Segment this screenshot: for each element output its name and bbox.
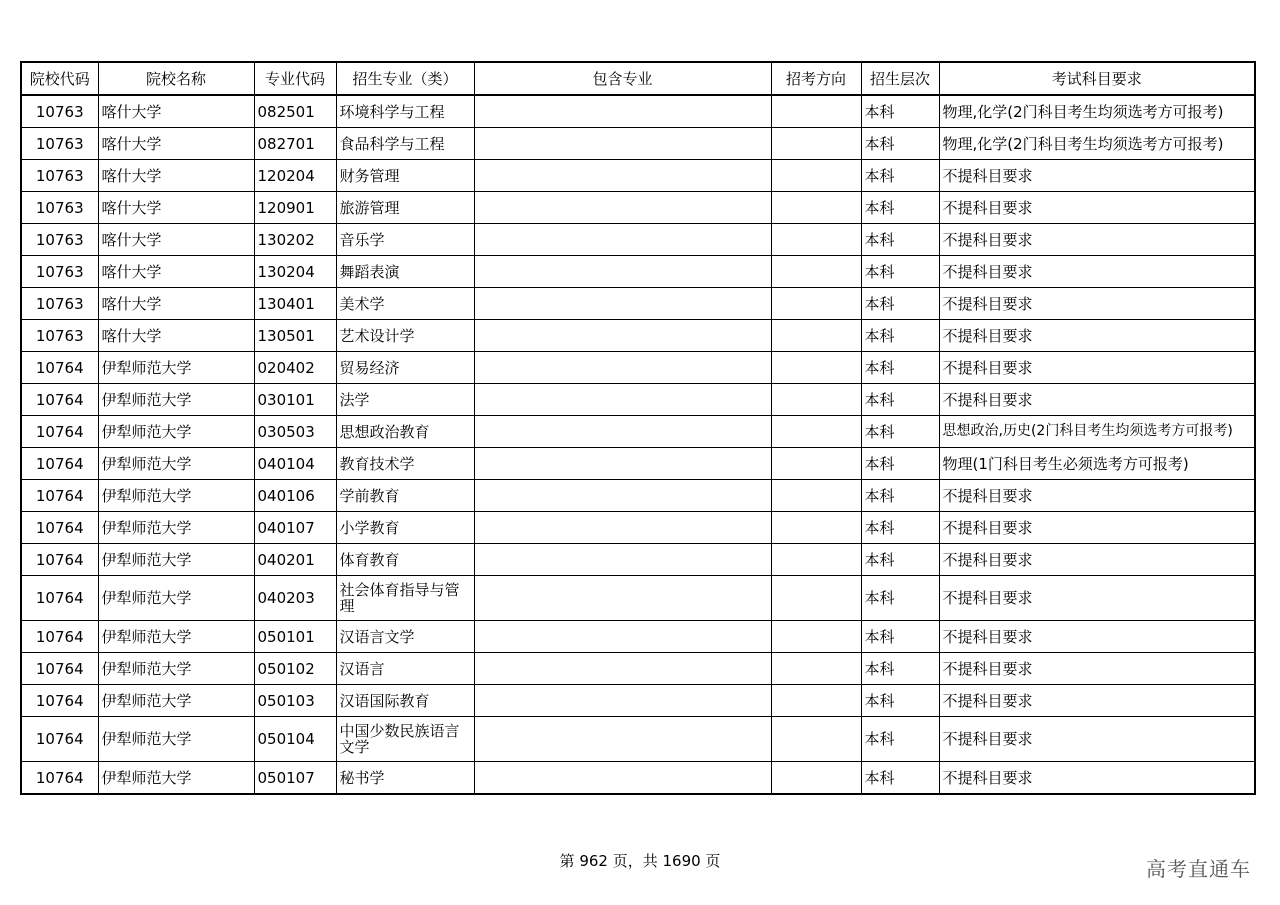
level-cell: 本科 [861, 621, 939, 653]
school-code-cell: 10764 [21, 653, 98, 685]
major-code-cell: 130204 [254, 256, 336, 288]
subject-requirement-cell: 物理,化学(2门科目考生均须选考方可报考) [939, 95, 1255, 128]
direction-cell [771, 384, 861, 416]
subject-requirement-cell: 不提科目要求 [939, 256, 1255, 288]
direction-cell [771, 160, 861, 192]
major-code-cell: 050101 [254, 621, 336, 653]
included-majors-cell [474, 416, 771, 448]
subject-requirement-cell: 不提科目要求 [939, 512, 1255, 544]
table-row [21, 160, 1255, 192]
table-row [21, 653, 1255, 685]
school-code-cell: 10764 [21, 512, 98, 544]
school-name-cell: 伊犁师范大学 [98, 621, 254, 653]
school-name-cell: 伊犁师范大学 [98, 544, 254, 576]
major-name-cell: 中国少数民族语言文学 [336, 717, 474, 762]
major-code-header: 专业代码 [254, 62, 336, 95]
level-cell: 本科 [861, 544, 939, 576]
level-cell: 本科 [861, 128, 939, 160]
table-row [21, 448, 1255, 480]
school-code-cell: 10763 [21, 224, 98, 256]
school-name-cell: 喀什大学 [98, 95, 254, 128]
school-name-cell: 伊犁师范大学 [98, 448, 254, 480]
major-code-cell: 040104 [254, 448, 336, 480]
school-code-cell: 10763 [21, 192, 98, 224]
major-code-cell: 130202 [254, 224, 336, 256]
included-majors-cell [474, 256, 771, 288]
major-name-cell: 食品科学与工程 [336, 128, 474, 160]
subject-requirement-cell: 不提科目要求 [939, 192, 1255, 224]
major-code-cell: 120204 [254, 160, 336, 192]
level-cell: 本科 [861, 448, 939, 480]
school-name-cell: 喀什大学 [98, 256, 254, 288]
major-code-cell: 050104 [254, 717, 336, 762]
table-row [21, 224, 1255, 256]
table-row [21, 95, 1255, 128]
page-number: 第 962 页，共 1690 页 [559, 852, 721, 870]
school-name-cell: 伊犁师范大学 [98, 576, 254, 621]
direction-cell [771, 621, 861, 653]
school-code-cell: 10764 [21, 448, 98, 480]
table-row [21, 621, 1255, 653]
school-code-cell: 10763 [21, 128, 98, 160]
included-majors-cell [474, 762, 771, 795]
school-name-cell: 伊犁师范大学 [98, 416, 254, 448]
school-name-cell: 伊犁师范大学 [98, 717, 254, 762]
subject-requirement-cell: 不提科目要求 [939, 621, 1255, 653]
table-row [21, 288, 1255, 320]
included-majors-cell [474, 653, 771, 685]
included-majors-cell [474, 384, 771, 416]
direction-cell [771, 544, 861, 576]
major-name-cell: 旅游管理 [336, 192, 474, 224]
school-name-header: 院校名称 [98, 62, 254, 95]
included-majors-cell [474, 128, 771, 160]
school-name-cell: 喀什大学 [98, 192, 254, 224]
major-name-cell: 舞蹈表演 [336, 256, 474, 288]
major-code-cell: 030101 [254, 384, 336, 416]
included-majors-header: 包含专业 [474, 62, 771, 95]
direction-cell [771, 762, 861, 795]
table-row [21, 685, 1255, 717]
included-majors-cell [474, 288, 771, 320]
subject-requirement-cell: 不提科目要求 [939, 384, 1255, 416]
included-majors-cell [474, 621, 771, 653]
school-name-cell: 喀什大学 [98, 320, 254, 352]
table-row [21, 717, 1255, 762]
major-name-cell: 学前教育 [336, 480, 474, 512]
level-header: 招生层次 [861, 62, 939, 95]
direction-cell [771, 320, 861, 352]
table-row [21, 480, 1255, 512]
level-cell: 本科 [861, 653, 939, 685]
school-code-cell: 10764 [21, 762, 98, 795]
major-name-cell: 法学 [336, 384, 474, 416]
major-code-cell: 050102 [254, 653, 336, 685]
level-cell: 本科 [861, 224, 939, 256]
included-majors-cell [474, 95, 771, 128]
school-code-cell: 10764 [21, 416, 98, 448]
major-code-cell: 040203 [254, 576, 336, 621]
school-code-cell: 10764 [21, 544, 98, 576]
school-name-cell: 伊犁师范大学 [98, 762, 254, 795]
level-cell: 本科 [861, 352, 939, 384]
major-code-cell: 082501 [254, 95, 336, 128]
school-code-header: 院校代码 [21, 62, 98, 95]
table-row [21, 192, 1255, 224]
major-code-cell: 030503 [254, 416, 336, 448]
included-majors-cell [474, 717, 771, 762]
subject-requirement-cell: 不提科目要求 [939, 224, 1255, 256]
school-name-cell: 伊犁师范大学 [98, 384, 254, 416]
major-name-cell: 音乐学 [336, 224, 474, 256]
major-code-cell: 040107 [254, 512, 336, 544]
direction-cell [771, 192, 861, 224]
major-name-cell: 艺术设计学 [336, 320, 474, 352]
school-name-cell: 伊犁师范大学 [98, 685, 254, 717]
subject-requirement-cell: 不提科目要求 [939, 544, 1255, 576]
level-cell: 本科 [861, 384, 939, 416]
major-code-cell: 130401 [254, 288, 336, 320]
table-row [21, 762, 1255, 795]
subject-requirement-cell: 不提科目要求 [939, 653, 1255, 685]
table-row [21, 320, 1255, 352]
major-code-cell: 082701 [254, 128, 336, 160]
table-row [21, 256, 1255, 288]
school-code-cell: 10764 [21, 384, 98, 416]
direction-cell [771, 95, 861, 128]
school-code-cell: 10763 [21, 160, 98, 192]
included-majors-cell [474, 512, 771, 544]
direction-cell [771, 128, 861, 160]
school-name-cell: 伊犁师范大学 [98, 512, 254, 544]
watermark-logo: 高考直通车 [1146, 857, 1251, 881]
level-cell: 本科 [861, 416, 939, 448]
school-code-cell: 10764 [21, 685, 98, 717]
school-code-cell: 10764 [21, 717, 98, 762]
major-code-cell: 130501 [254, 320, 336, 352]
major-name-cell: 贸易经济 [336, 352, 474, 384]
major-code-cell: 050107 [254, 762, 336, 795]
major-name-cell: 体育教育 [336, 544, 474, 576]
direction-cell [771, 448, 861, 480]
major-name-cell: 教育技术学 [336, 448, 474, 480]
school-name-cell: 伊犁师范大学 [98, 480, 254, 512]
included-majors-cell [474, 224, 771, 256]
subject-requirement-cell: 不提科目要求 [939, 320, 1255, 352]
direction-cell [771, 416, 861, 448]
direction-cell [771, 653, 861, 685]
subject-requirement-cell: 不提科目要求 [939, 762, 1255, 795]
level-cell: 本科 [861, 320, 939, 352]
major-name-cell: 汉语言 [336, 653, 474, 685]
direction-cell [771, 288, 861, 320]
school-code-cell: 10764 [21, 576, 98, 621]
subject-requirement-cell: 物理,化学(2门科目考生均须选考方可报考) [939, 128, 1255, 160]
major-name-cell: 财务管理 [336, 160, 474, 192]
major-code-cell: 040106 [254, 480, 336, 512]
included-majors-cell [474, 576, 771, 621]
table-row [21, 576, 1255, 621]
subject-requirement-cell: 不提科目要求 [939, 576, 1255, 621]
school-code-cell: 10763 [21, 95, 98, 128]
level-cell: 本科 [861, 95, 939, 128]
school-name-cell: 伊犁师范大学 [98, 352, 254, 384]
direction-cell [771, 576, 861, 621]
major-header: 招生专业（类） [336, 62, 474, 95]
level-cell: 本科 [861, 762, 939, 795]
direction-cell [771, 717, 861, 762]
table-row [21, 352, 1255, 384]
level-cell: 本科 [861, 717, 939, 762]
major-name-cell: 小学教育 [336, 512, 474, 544]
included-majors-cell [474, 685, 771, 717]
table-row [21, 544, 1255, 576]
school-code-cell: 10763 [21, 320, 98, 352]
admissions-table [20, 61, 1256, 795]
major-name-cell: 社会体育指导与管理 [336, 576, 474, 621]
level-cell: 本科 [861, 480, 939, 512]
included-majors-cell [474, 448, 771, 480]
subject-requirement-cell: 不提科目要求 [939, 480, 1255, 512]
level-cell: 本科 [861, 160, 939, 192]
major-name-cell: 秘书学 [336, 762, 474, 795]
major-name-cell: 汉语言文学 [336, 621, 474, 653]
major-name-cell: 环境科学与工程 [336, 95, 474, 128]
level-cell: 本科 [861, 192, 939, 224]
school-name-cell: 喀什大学 [98, 160, 254, 192]
included-majors-cell [474, 480, 771, 512]
school-code-cell: 10763 [21, 288, 98, 320]
subject-requirement-cell: 不提科目要求 [939, 685, 1255, 717]
school-name-cell: 喀什大学 [98, 288, 254, 320]
subject-requirement-cell: 不提科目要求 [939, 160, 1255, 192]
major-code-cell: 020402 [254, 352, 336, 384]
direction-header: 招考方向 [771, 62, 861, 95]
table-row [21, 384, 1255, 416]
direction-cell [771, 685, 861, 717]
subject-requirement-cell: 不提科目要求 [939, 717, 1255, 762]
included-majors-cell [474, 192, 771, 224]
included-majors-cell [474, 160, 771, 192]
school-name-cell: 喀什大学 [98, 224, 254, 256]
included-majors-cell [474, 544, 771, 576]
major-code-cell: 050103 [254, 685, 336, 717]
included-majors-cell [474, 352, 771, 384]
school-code-cell: 10763 [21, 256, 98, 288]
table-row [21, 512, 1255, 544]
school-name-cell: 喀什大学 [98, 128, 254, 160]
subject-requirement-header: 考试科目要求 [939, 62, 1255, 95]
level-cell: 本科 [861, 512, 939, 544]
table-row [21, 416, 1255, 448]
table-row [21, 128, 1255, 160]
table-header-row [21, 62, 1255, 95]
level-cell: 本科 [861, 288, 939, 320]
subject-requirement-cell: 思想政治,历史(2门科目考生均须选考方可报考) [939, 416, 1255, 448]
direction-cell [771, 224, 861, 256]
level-cell: 本科 [861, 685, 939, 717]
included-majors-cell [474, 320, 771, 352]
major-code-cell: 120901 [254, 192, 336, 224]
school-code-cell: 10764 [21, 621, 98, 653]
school-code-cell: 10764 [21, 352, 98, 384]
subject-requirement-cell: 不提科目要求 [939, 352, 1255, 384]
school-name-cell: 伊犁师范大学 [98, 653, 254, 685]
subject-requirement-cell: 不提科目要求 [939, 288, 1255, 320]
major-name-cell: 汉语国际教育 [336, 685, 474, 717]
subject-requirement-cell: 物理(1门科目考生必须选考方可报考) [939, 448, 1255, 480]
major-name-cell: 思想政治教育 [336, 416, 474, 448]
direction-cell [771, 512, 861, 544]
direction-cell [771, 352, 861, 384]
school-code-cell: 10764 [21, 480, 98, 512]
level-cell: 本科 [861, 576, 939, 621]
major-code-cell: 040201 [254, 544, 336, 576]
level-cell: 本科 [861, 256, 939, 288]
direction-cell [771, 256, 861, 288]
major-name-cell: 美术学 [336, 288, 474, 320]
direction-cell [771, 480, 861, 512]
